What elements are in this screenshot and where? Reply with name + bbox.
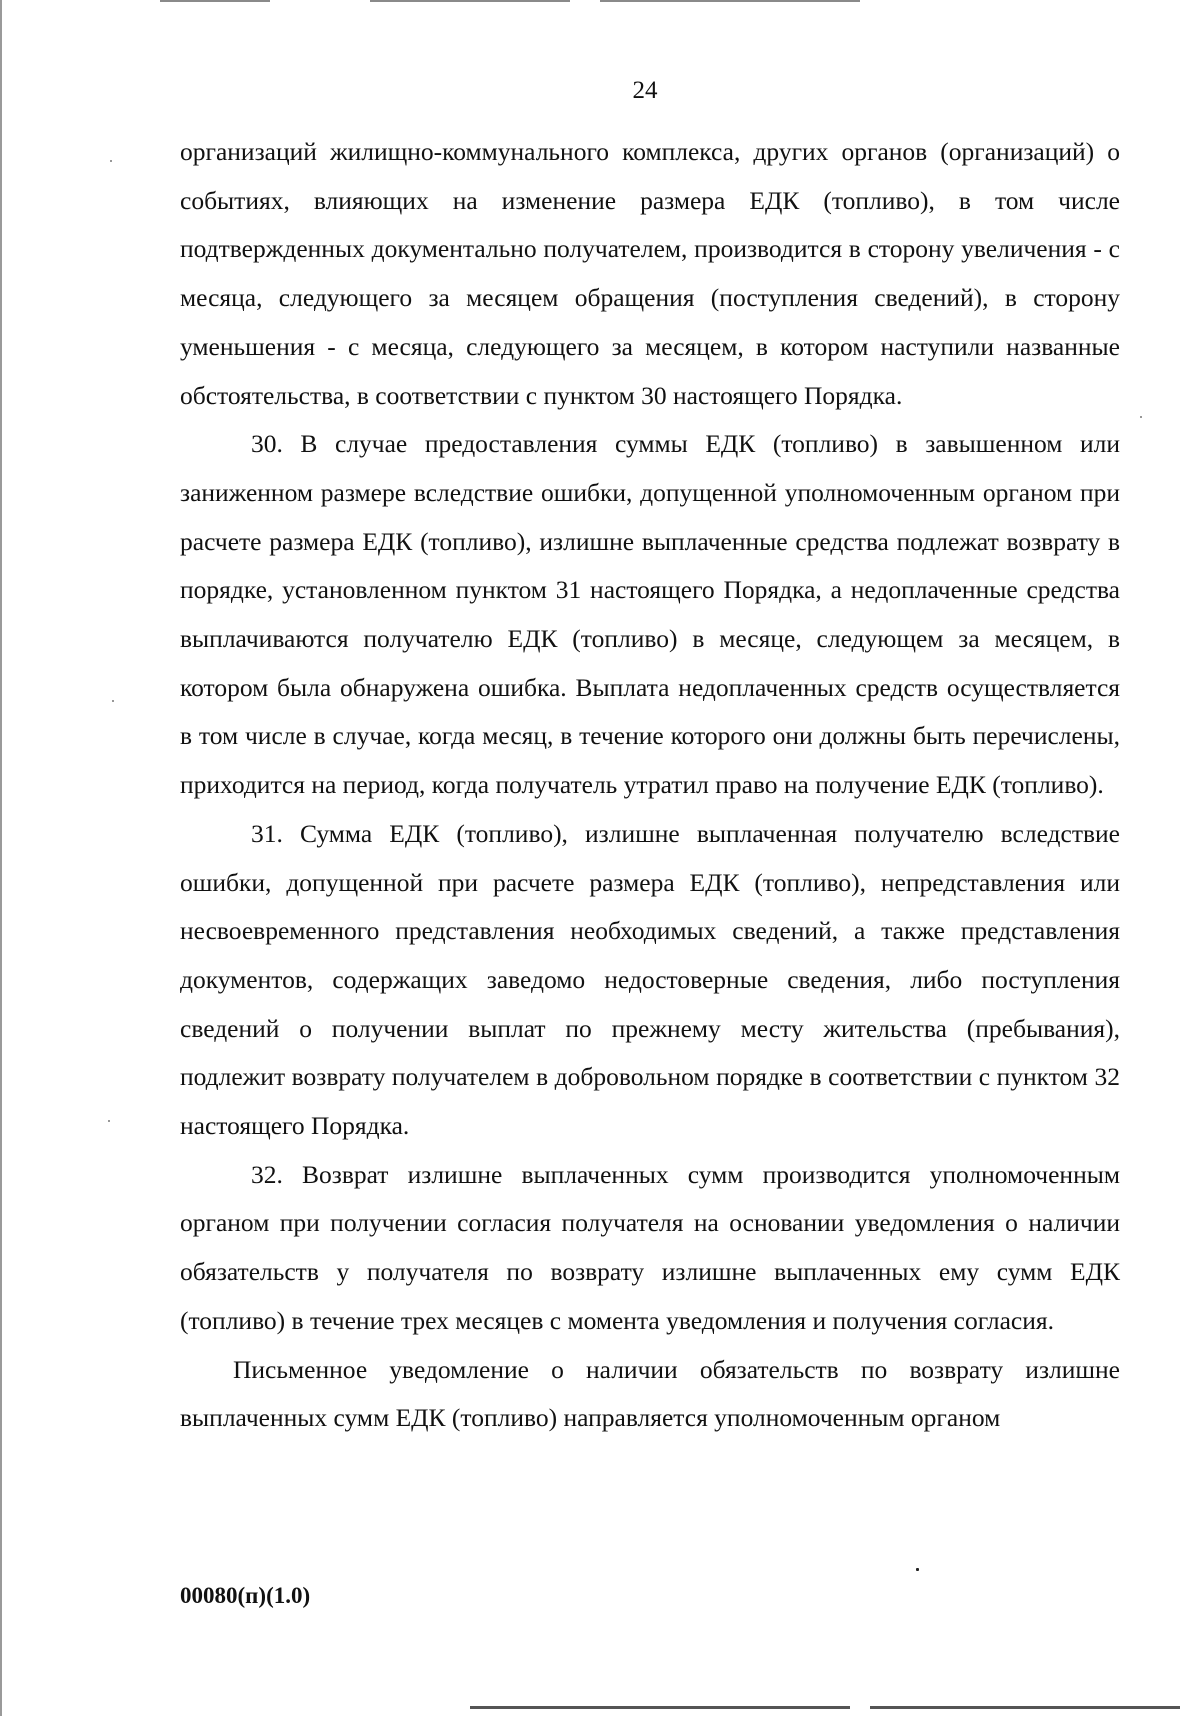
- paragraph-item-30: 30. В случае предоставления суммы ЕДК (топливо) в завышенном или заниженном размере вследствие ошибки, допущенной уполномоченным органом при расчете размера ЕДК (топливо), излишне выплаченные средства подлежат возврату в порядке, установленном пунктом 31 настоящего Порядка, а недоплаченные средства выплачиваются получателю ЕДК (топливо) в месяце, следующем за месяцем, в котором была обнаружена ошибка. Выплата недоплаченных средств осуществляется в том числе в случае, когда месяц, в течение которого они должны быть перечислены, приходится на период, когда получатель утратил право на получение ЕДК (топливо).: [180, 429, 1120, 800]
- scan-speck: [1140, 416, 1142, 418]
- scan-speck: [112, 700, 114, 702]
- paragraph-item-32: 32. Возврат излишне выплаченных сумм производится уполномоченным органом при получении согласия получателя на основании уведомления о наличии обязательств у получателя по возврату излишне выплаченных ему сумм ЕДК (топливо) в течение трех месяцев с момента уведомления и получения согласия.: [180, 1159, 1120, 1335]
- scan-top-artifact: [600, 0, 860, 2]
- scan-speck: [108, 1120, 110, 1122]
- paragraph-continuation: организаций жилищно-коммунального комплекса, других органов (организаций) о событиях, влияющих на изменение размера ЕДК (топливо), в том числе подтвержденных документально получателем, производится в сторону увеличения - с месяца, следующего за месяцем обращения (поступления сведений), в сторону уменьшения - с месяца, следующего за месяцем, в котором наступили названные обстоятельства, в соответствии с пунктом 30 настоящего Порядка.: [180, 137, 1120, 410]
- scan-top-artifact: [160, 0, 270, 2]
- paragraph-item-31: 31. Сумма ЕДК (топливо), излишне выплаченная получателю вследствие ошибки, допущенной при расчете размера ЕДК (топливо), непредставления или несвоевременного представления необходимых сведений, а также представления документов, содержащих заведомо недостоверные сведения, либо поступления сведений о получении выплат по прежнему месту жительства (пребывания), подлежит возврату получателем в добровольном порядке в соответствии с пунктом 32 настоящего Порядка.: [180, 818, 1120, 1141]
- paragraph-notice: Письменное уведомление о наличии обязательств по возврату излишне выплаченных сумм ЕДК (топливо) направляется уполномоченным органом: [180, 1354, 1120, 1433]
- page-number: 24: [632, 77, 658, 104]
- scan-bottom-artifact: [470, 1706, 850, 1709]
- scan-left-edge: [0, 0, 2, 1716]
- document-code: 00080(п)(1.0): [180, 1583, 311, 1608]
- scan-speck: [110, 160, 112, 162]
- scan-top-artifact: [370, 0, 570, 2]
- document-body: [180, 128, 1120, 1443]
- scan-speck: [916, 1568, 919, 1571]
- scan-bottom-artifact: [870, 1706, 1180, 1709]
